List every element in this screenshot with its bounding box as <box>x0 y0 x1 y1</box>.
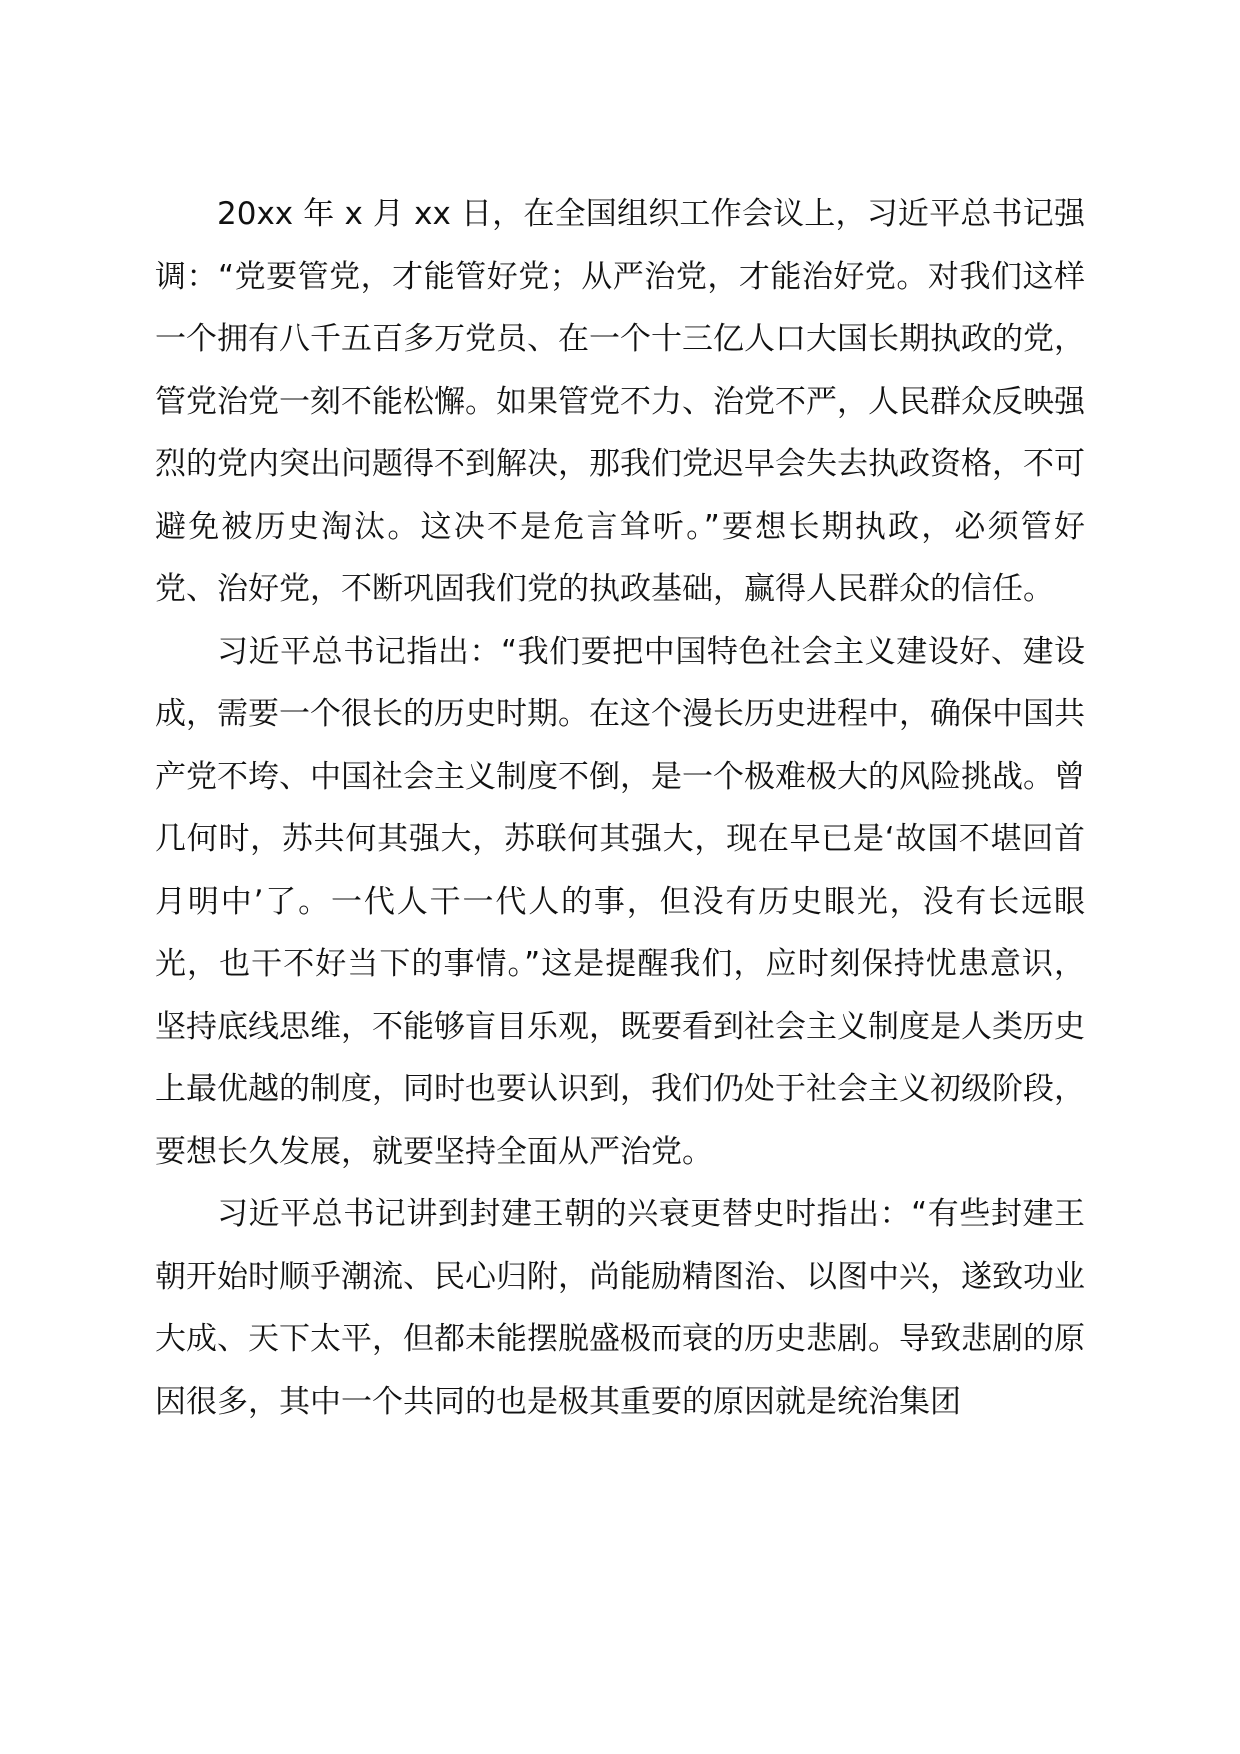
paragraph-3: 习近平总书记讲到封建王朝的兴衰更替史时指出：“有些封建王朝开始时顺乎潮流、民心归附，尚能励精图治、以图中兴，遂致功业大成、天下太平，但都未能摆脱盛极而衰的历史悲剧。导致悲剧的原因很多，其中一个共同的也是极其重要的原因就是统治集团 <box>155 1196 1085 1420</box>
document-body <box>155 183 1085 1433</box>
paragraph-2: 习近平总书记指出：“我们要把中国特色社会主义建设好、建设成，需要一个很长的历史时期。在这个漫长历史进程中，确保中国共产党不垮、中国社会主义制度不倒，是一个极难极大的风险挑战。曾几何时，苏共何其强大，苏联何其强大，现在早已是‘故国不堪回首月明中’了。一代人干一代人的事，但没有历史眼光，没有长远眼光，也干不好当下的事情。”这是提醒我们，应时刻保持忧患意识，坚持底线思维，不能够盲目乐观，既要看到社会主义制度是人类历史上最优越的制度，同时也要认识到，我们仍处于社会主义初级阶段，要想长久发展，就要坚持全面从严治党。 <box>155 633 1085 1170</box>
paragraph-1: 20xx 年 x 月 xx 日，在全国组织工作会议上，习近平总书记强调：“党要管党，才能管好党；从严治党，才能治好党。对我们这样一个拥有八千五百多万党员、在一个十三亿人口大国长期执政的党，管党治党一刻不能松懈。如果管党不力、治党不严，人民群众反映强烈的党内突出问题得不到解决，那我们党迟早会失去执政资格，不可避免被历史淘汰。这决不是危言耸听。”要想长期执政，必须管好党、治好党，不断巩固我们党的执政基础，赢得人民群众的信任。 <box>155 196 1085 607</box>
